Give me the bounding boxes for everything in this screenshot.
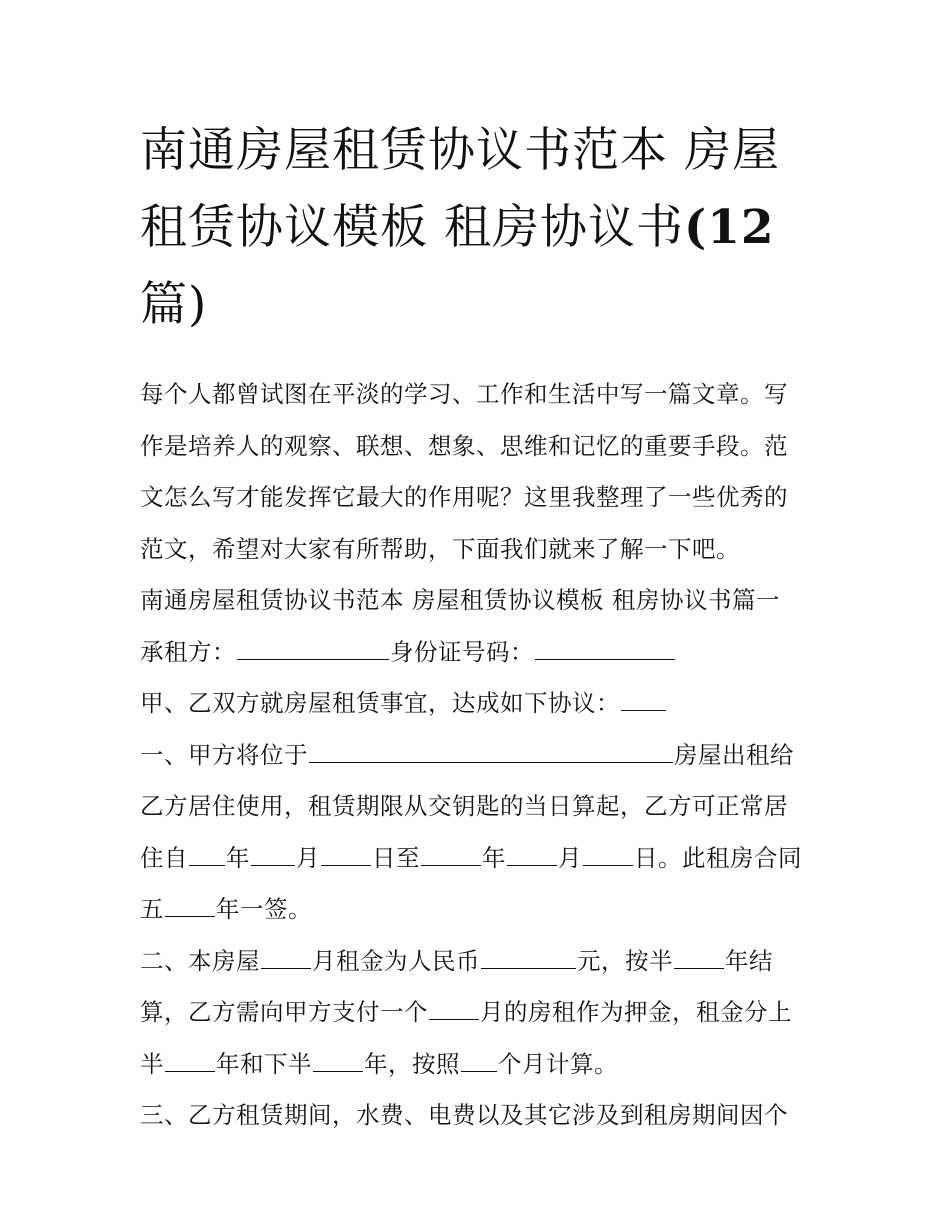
title-suffix: 篇) <box>140 277 208 332</box>
document-body <box>140 369 810 1142</box>
document-title <box>140 112 810 343</box>
settlement-blank <box>674 946 724 968</box>
clause-2-text-a: 二、本房屋 <box>140 946 260 975</box>
clause-2-text-d: 年结算，乙方需向甲方支付一个 <box>140 946 773 1026</box>
agreement-intro-blank <box>621 689 666 711</box>
id-label: 身份证号码： <box>390 637 534 666</box>
clause-2-text-e: 月的房租作为押金，租金分上半 <box>140 998 792 1078</box>
agreement-intro: 甲、乙双方就房屋租赁事宜，达成如下协议： <box>140 689 620 717</box>
clause-1-month-1: 月 <box>296 843 320 872</box>
section-heading: 南通房屋租赁协议书范本 房屋租赁协议模板 租房协议书篇一 <box>140 586 780 614</box>
months-count-blank <box>461 1049 497 1071</box>
clause-1-text-b: 房屋出租给乙方居住使用，租赁期限从交钥匙的当日算起，乙方可正常居住自 <box>140 740 794 872</box>
clause-1-month-2: 月 <box>558 843 582 872</box>
intro-paragraph: 每个人都曾试图在平淡的学习、工作和生活中写一篇文章。写作是培养人的观察、联想、想象、思维和记忆的重要手段。范文怎么写才能发挥它最大的作用呢？这里我整理了一些优秀的范文，希望对大家有所帮助，下面我们就来了解一下吧。 <box>140 380 788 563</box>
deposit-months-blank <box>429 998 479 1020</box>
clause-2-text-g: 年，按照 <box>364 1049 460 1078</box>
start-day-blank <box>321 843 371 865</box>
clause-1-end: 年一签。 <box>216 895 312 923</box>
end-month-blank <box>507 843 557 865</box>
rent-amount-blank <box>481 946 576 968</box>
title-count: (12 <box>683 200 775 255</box>
lessee-line <box>140 627 810 679</box>
rent-months-blank <box>261 946 311 968</box>
clause-2 <box>140 936 810 1091</box>
start-month-blank <box>251 843 295 865</box>
end-day-blank <box>583 843 633 865</box>
clause-2-text-b: 月租金为人民币 <box>312 946 480 975</box>
clause-1-day-1: 日至 <box>372 843 420 872</box>
clause-1-day-2: 日。此租房合同五 <box>140 843 802 923</box>
lessee-name-blank <box>237 637 389 659</box>
clause-2-text-f: 年和下半 <box>216 1049 312 1078</box>
clause-3: 三、乙方租赁期间，水费、电费以及其它涉及到租房期间因个 <box>140 1101 788 1129</box>
lessee-label: 承租方： <box>140 637 236 666</box>
title-text: 南通房屋租赁协议书范本 房屋租赁协议模板 租房协议书 <box>140 123 780 255</box>
clause-1 <box>140 730 810 936</box>
clause-1-text-a: 一、甲方将位于 <box>140 740 308 769</box>
agreement-intro-line <box>140 678 810 730</box>
clause-1-year-2: 年 <box>482 843 506 872</box>
property-address-blank <box>309 740 673 762</box>
clause-2-text-c: 元，按半 <box>577 946 673 975</box>
clause-2-text-h: 个月计算。 <box>498 1049 618 1078</box>
contract-years-blank <box>165 895 215 917</box>
start-year-blank <box>189 843 225 865</box>
id-number-blank <box>535 637 675 659</box>
end-year-blank <box>421 843 481 865</box>
second-half-blank <box>313 1049 363 1071</box>
first-half-blank <box>165 1049 215 1071</box>
clause-1-year-1: 年 <box>226 843 250 872</box>
